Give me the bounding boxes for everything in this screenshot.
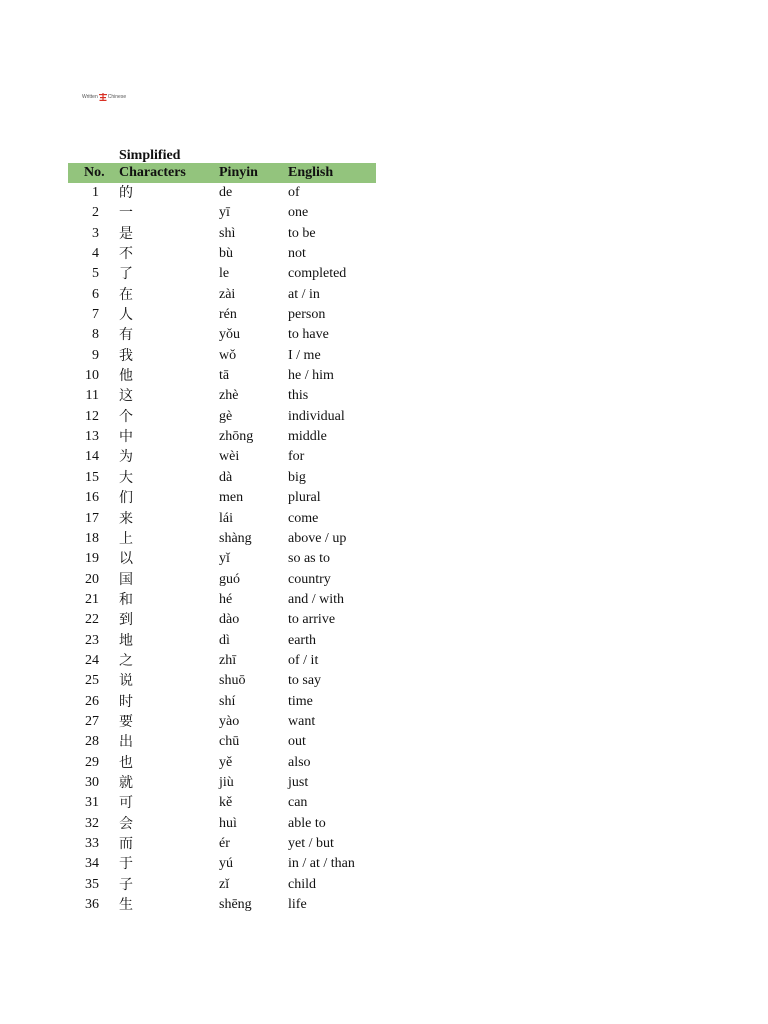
- row-english: to arrive: [288, 612, 336, 628]
- row-english: want: [288, 713, 316, 729]
- row-character: 地: [119, 632, 133, 649]
- row-english: not: [288, 246, 306, 262]
- table-row: [68, 671, 376, 691]
- table-row: [68, 427, 376, 447]
- row-english: he / him: [288, 368, 334, 384]
- row-character: 可: [119, 795, 133, 812]
- row-english: completed: [288, 266, 347, 282]
- row-number: 16: [85, 490, 99, 506]
- header-pinyin: Pinyin: [219, 165, 258, 180]
- row-number: 33: [85, 836, 99, 851]
- row-character: 于: [119, 856, 133, 873]
- row-english: one: [288, 205, 309, 221]
- row-pinyin: huì: [219, 815, 237, 831]
- row-english: just: [288, 774, 309, 790]
- row-pinyin: men: [219, 490, 244, 506]
- row-english: person: [288, 307, 326, 323]
- row-number: 19: [85, 551, 99, 567]
- table-row: [68, 712, 376, 732]
- row-pinyin: zǐ: [219, 876, 230, 892]
- table-row: [68, 895, 376, 915]
- row-character: 而: [119, 836, 133, 852]
- table-body: [68, 183, 376, 915]
- row-number: 3: [92, 225, 99, 241]
- row-english: able to: [288, 815, 326, 831]
- row-character: 和: [119, 591, 133, 608]
- row-pinyin: yǒu: [219, 327, 240, 343]
- row-number: 22: [85, 612, 99, 628]
- table-row: [68, 183, 376, 203]
- row-pinyin: shēng: [219, 897, 252, 913]
- table-row: [68, 834, 376, 854]
- row-pinyin: shí: [219, 693, 236, 709]
- row-english: can: [288, 795, 308, 811]
- row-english: and / with: [288, 591, 344, 607]
- row-pinyin: wǒ: [219, 347, 237, 363]
- row-number: 21: [85, 591, 99, 607]
- table-row: [68, 305, 376, 325]
- row-character: 中: [119, 429, 133, 446]
- table-row: [68, 488, 376, 508]
- table-row: [68, 814, 376, 834]
- row-pinyin: zhōng: [219, 429, 254, 445]
- row-pinyin: shì: [219, 225, 236, 241]
- row-english: so as to: [288, 551, 330, 567]
- row-pinyin: le: [219, 266, 230, 282]
- table-row: [68, 529, 376, 549]
- row-number: 14: [85, 449, 99, 465]
- row-character: 一: [119, 205, 133, 222]
- row-number: 10: [85, 368, 99, 384]
- table-header: [68, 163, 376, 183]
- table-row: [68, 651, 376, 671]
- row-english: to say: [288, 673, 322, 689]
- row-english: I / me: [288, 347, 321, 363]
- row-pinyin: shuō: [219, 673, 246, 689]
- row-english: come: [288, 510, 319, 526]
- row-pinyin: yào: [219, 713, 240, 729]
- row-pinyin: jiù: [219, 774, 234, 790]
- header-characters: Characters: [119, 165, 186, 180]
- row-pinyin: ér: [219, 836, 230, 851]
- row-character: 之: [119, 652, 133, 669]
- row-english: big: [288, 469, 306, 485]
- row-pinyin: yǐ: [219, 551, 230, 567]
- row-number: 24: [85, 652, 99, 668]
- row-character: 上: [119, 530, 133, 547]
- row-pinyin: zhī: [219, 652, 237, 668]
- row-english: yet / but: [288, 836, 334, 851]
- row-english: out: [288, 734, 306, 750]
- row-english: country: [288, 571, 331, 587]
- row-character: 他: [119, 368, 133, 385]
- row-character: 是: [119, 225, 133, 242]
- row-number: 4: [92, 246, 99, 262]
- table-row: [68, 631, 376, 651]
- table-row: [68, 325, 376, 345]
- table-row: [68, 203, 376, 223]
- table-row: [68, 549, 376, 569]
- table-row: [68, 692, 376, 712]
- row-character: 的: [119, 185, 133, 201]
- row-character: 个: [119, 408, 133, 425]
- row-english: of: [288, 185, 300, 200]
- row-english: middle: [288, 429, 327, 445]
- table-row: [68, 773, 376, 793]
- row-pinyin: dì: [219, 632, 230, 648]
- row-number: 9: [92, 347, 99, 363]
- row-pinyin: zhè: [219, 388, 239, 404]
- table-row: [68, 264, 376, 284]
- row-number: 30: [85, 774, 99, 790]
- logo-mark-icon: [99, 93, 107, 101]
- row-number: 35: [85, 876, 99, 892]
- table-row: [68, 509, 376, 529]
- row-character: 在: [119, 286, 133, 303]
- row-pinyin: dào: [219, 612, 240, 628]
- header-english: English: [288, 165, 334, 180]
- table-row: [68, 407, 376, 427]
- row-character: 要: [119, 713, 133, 730]
- logo-text-left: Written: [82, 94, 98, 100]
- row-number: 28: [85, 734, 99, 750]
- row-character: 为: [119, 449, 133, 466]
- row-character: 也: [119, 754, 133, 771]
- row-character: 有: [119, 327, 133, 344]
- row-pinyin: yě: [219, 754, 233, 770]
- row-pinyin: yú: [219, 856, 233, 872]
- row-character: 大: [119, 469, 133, 486]
- row-pinyin: de: [219, 185, 233, 200]
- row-pinyin: rén: [219, 307, 237, 323]
- row-number: 2: [92, 205, 99, 221]
- table-row: [68, 610, 376, 630]
- row-english: life: [288, 897, 307, 913]
- row-english: to be: [288, 225, 316, 241]
- row-number: 26: [85, 693, 99, 709]
- row-character: 这: [119, 388, 133, 405]
- header-top-row: [68, 146, 376, 163]
- table-row: [68, 224, 376, 244]
- row-number: 13: [85, 429, 99, 445]
- row-pinyin: dà: [219, 469, 233, 485]
- table-row: [68, 793, 376, 813]
- header-simplified: Simplified: [119, 148, 181, 163]
- row-english: of / it: [288, 652, 319, 668]
- logo-text-right: Chinese: [107, 94, 127, 100]
- row-pinyin: lái: [219, 510, 233, 526]
- row-english: at / in: [288, 286, 320, 302]
- table-row: [68, 447, 376, 467]
- row-character: 国: [119, 571, 133, 588]
- row-pinyin: shàng: [219, 530, 252, 546]
- row-number: 6: [92, 286, 99, 302]
- row-pinyin: guó: [219, 571, 240, 587]
- row-english: child: [288, 876, 316, 892]
- row-number: 20: [85, 571, 99, 587]
- row-english: to have: [288, 327, 329, 343]
- row-number: 17: [85, 510, 99, 526]
- row-number: 15: [85, 469, 99, 485]
- row-english: above / up: [288, 530, 347, 546]
- table-row: [68, 366, 376, 386]
- row-pinyin: bù: [219, 246, 233, 262]
- table-row: [68, 285, 376, 305]
- row-character: 生: [119, 897, 133, 914]
- row-english: plural: [288, 490, 321, 506]
- row-pinyin: yī: [219, 205, 230, 221]
- row-number: 11: [85, 388, 99, 404]
- row-character: 出: [119, 734, 133, 751]
- row-character: 说: [119, 673, 133, 690]
- row-character: 会: [119, 815, 133, 832]
- row-character: 我: [119, 347, 133, 364]
- row-character: 人: [119, 307, 133, 324]
- row-number: 5: [92, 266, 99, 282]
- row-character: 到: [119, 612, 133, 629]
- row-number: 31: [85, 795, 99, 811]
- row-character: 了: [119, 266, 133, 283]
- row-number: 27: [85, 713, 99, 729]
- row-number: 1: [92, 185, 99, 200]
- row-english: for: [288, 449, 305, 465]
- row-character: 就: [119, 774, 133, 791]
- row-character: 来: [119, 510, 133, 527]
- row-pinyin: wèi: [219, 449, 240, 465]
- row-english: also: [288, 754, 311, 770]
- row-character: 以: [119, 551, 133, 568]
- table-row: [68, 468, 376, 488]
- row-english: earth: [288, 632, 316, 648]
- row-character: 子: [119, 876, 133, 893]
- row-english: in / at / than: [288, 856, 355, 872]
- row-number: 12: [85, 408, 99, 424]
- row-number: 18: [85, 530, 99, 546]
- row-number: 8: [92, 327, 99, 343]
- table-row: [68, 875, 376, 895]
- table-row: [68, 570, 376, 590]
- row-number: 29: [85, 754, 99, 770]
- table-row: [68, 854, 376, 874]
- row-pinyin: zài: [219, 286, 236, 302]
- table-row: [68, 244, 376, 264]
- row-pinyin: gè: [219, 408, 233, 424]
- row-english: this: [288, 388, 309, 404]
- row-character: 时: [119, 693, 133, 710]
- row-character: 们: [119, 490, 133, 507]
- table-row: [68, 386, 376, 406]
- row-english: individual: [288, 408, 345, 424]
- table-row: [68, 346, 376, 366]
- row-number: 32: [85, 815, 99, 831]
- table-row: [68, 732, 376, 752]
- row-number: 34: [85, 856, 99, 872]
- row-character: 不: [119, 246, 133, 263]
- row-pinyin: kě: [219, 795, 233, 811]
- row-number: 23: [85, 632, 99, 648]
- row-pinyin: hé: [219, 591, 233, 607]
- vocabulary-table: [68, 146, 376, 915]
- header-no: No.: [84, 165, 105, 180]
- table-row: [68, 590, 376, 610]
- table-row: [68, 753, 376, 773]
- row-pinyin: chū: [219, 734, 240, 750]
- row-number: 25: [85, 673, 99, 689]
- row-number: 36: [85, 897, 99, 913]
- row-pinyin: tā: [219, 368, 230, 384]
- logo: [82, 93, 126, 101]
- row-english: time: [288, 693, 313, 709]
- row-number: 7: [92, 307, 99, 323]
